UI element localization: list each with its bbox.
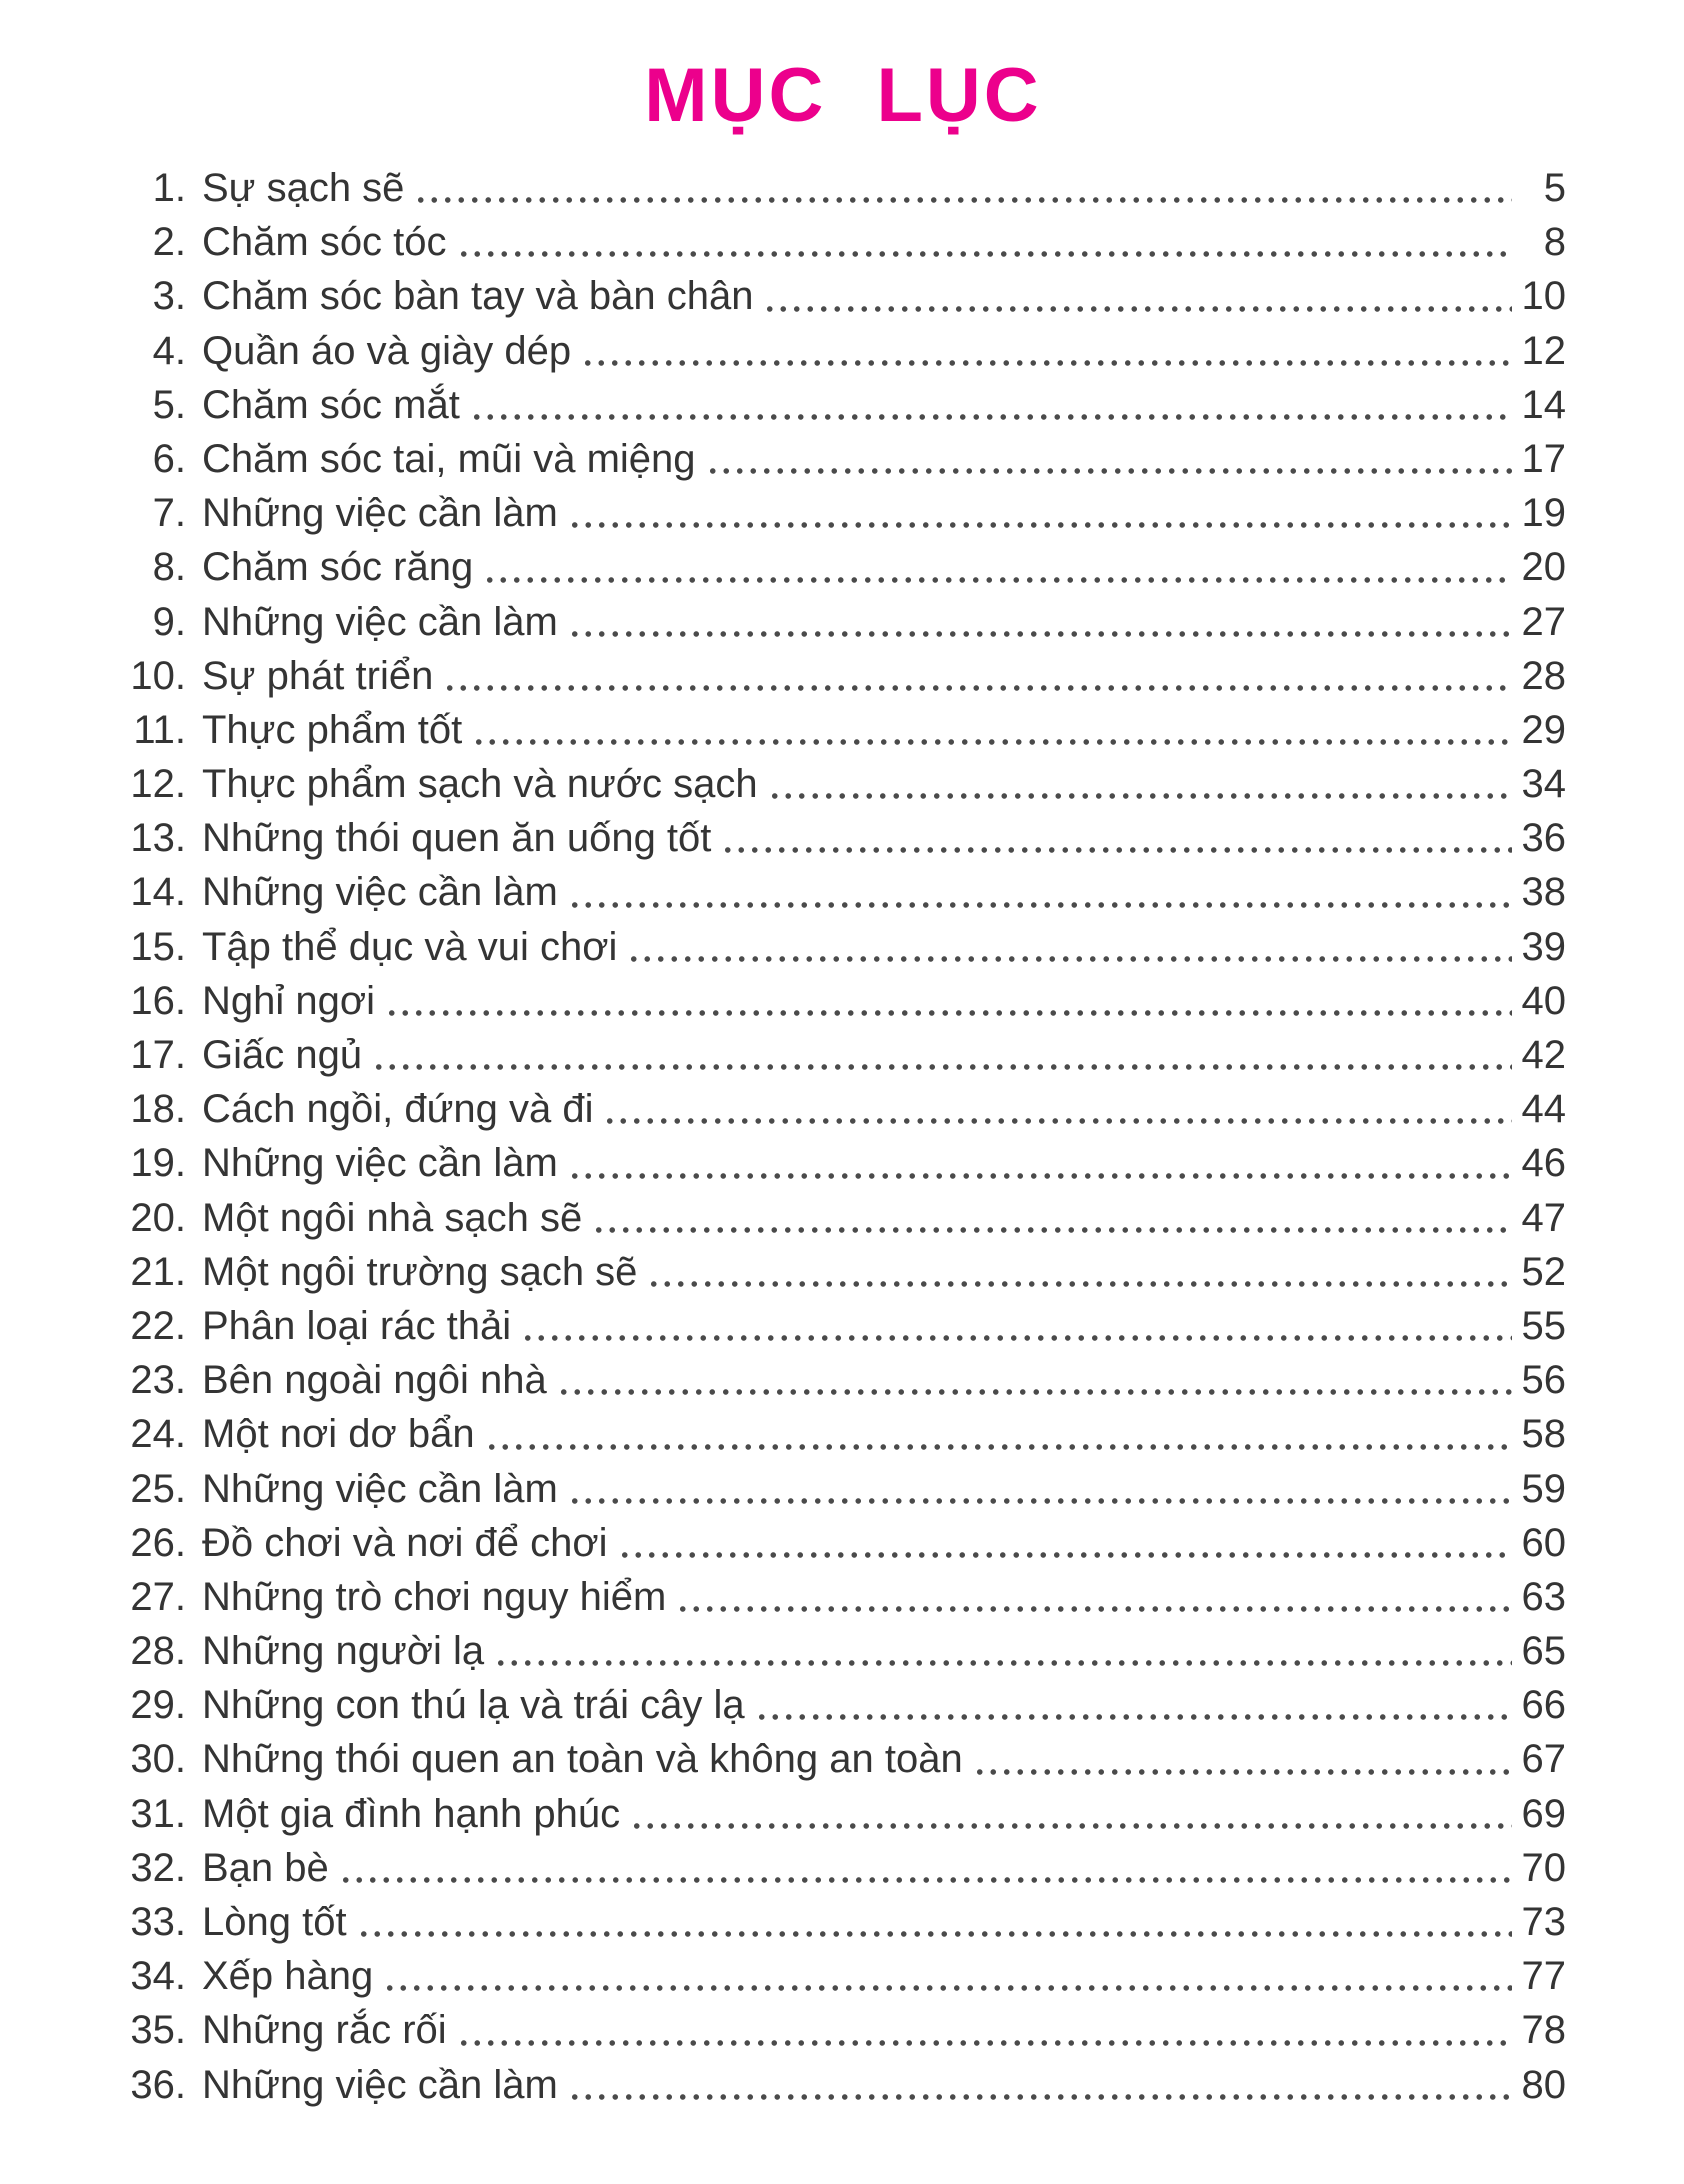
entry-page-number: 38 bbox=[1521, 870, 1566, 915]
toc-entry bbox=[120, 974, 1566, 1028]
entry-title: Nghỉ ngơi bbox=[202, 978, 375, 1023]
entry-page-number: 63 bbox=[1521, 1574, 1566, 1619]
entry-number: 29. bbox=[130, 1683, 186, 1728]
dot-leader bbox=[372, 1061, 1512, 1073]
dot-leader bbox=[470, 411, 1512, 423]
toc-entry bbox=[120, 2003, 1566, 2057]
entry-page-number: 60 bbox=[1521, 1520, 1566, 1565]
entry-number: 32. bbox=[130, 1845, 186, 1890]
entry-title: Những thói quen ăn uống tốt bbox=[202, 816, 712, 861]
entry-page-number: 40 bbox=[1521, 978, 1566, 1023]
entry-page-number: 77 bbox=[1521, 1954, 1566, 1999]
entry-page-number: 80 bbox=[1521, 2062, 1566, 2107]
entry-title: Những thói quen an toàn và không an toàn bbox=[202, 1737, 963, 1782]
entry-page-number: 29 bbox=[1521, 707, 1566, 752]
toc-list bbox=[120, 161, 1566, 2112]
dot-leader bbox=[414, 194, 1512, 206]
toc-entry bbox=[120, 757, 1566, 811]
entry-number: 34. bbox=[130, 1954, 186, 1999]
entry-number: 30. bbox=[130, 1737, 186, 1782]
entry-title: Lòng tốt bbox=[202, 1900, 347, 1944]
entry-page-number: 70 bbox=[1521, 1845, 1566, 1890]
entry-title: Thực phẩm sạch và nước sạch bbox=[202, 762, 758, 807]
entry-number: 22. bbox=[130, 1303, 186, 1348]
entry-number: 4. bbox=[152, 328, 186, 373]
toc-entry bbox=[120, 1949, 1566, 2003]
toc-entry bbox=[120, 1028, 1566, 1082]
toc-entry bbox=[120, 2058, 1566, 2112]
entry-page-number: 65 bbox=[1521, 1629, 1566, 1674]
dot-leader bbox=[630, 1820, 1512, 1832]
toc-entry bbox=[120, 269, 1566, 323]
entry-page-number: 5 bbox=[1543, 166, 1566, 210]
entry-title: Những con thú lạ và trái cây lạ bbox=[202, 1683, 745, 1728]
entry-page-number: 73 bbox=[1521, 1900, 1566, 1944]
entry-number: 9. bbox=[152, 599, 186, 644]
dot-leader bbox=[647, 1278, 1512, 1290]
entry-title: Những rắc rối bbox=[202, 2008, 447, 2053]
entry-title: Những việc cần làm bbox=[202, 1141, 558, 1186]
toc-entry bbox=[120, 1299, 1566, 1353]
dot-leader bbox=[339, 1874, 1512, 1886]
entry-page-number: 28 bbox=[1521, 653, 1566, 698]
entry-title: Một gia đình hạnh phúc bbox=[202, 1791, 621, 1836]
dot-leader bbox=[568, 519, 1512, 531]
entry-page-number: 42 bbox=[1521, 1033, 1566, 1077]
dot-leader bbox=[457, 248, 1512, 260]
entry-title: Những trò chơi nguy hiểm bbox=[202, 1574, 667, 1619]
entry-number: 17. bbox=[130, 1033, 186, 1077]
toc-entry bbox=[120, 1570, 1566, 1624]
toc-entry bbox=[120, 811, 1566, 865]
entry-title: Một nơi dơ bẩn bbox=[202, 1412, 475, 1457]
entry-page-number: 8 bbox=[1543, 220, 1566, 265]
toc-entry bbox=[120, 161, 1566, 215]
toc-entry bbox=[120, 432, 1566, 486]
entry-title: Sự sạch sẽ bbox=[202, 166, 405, 210]
entry-page-number: 69 bbox=[1521, 1791, 1566, 1836]
entry-number: 18. bbox=[130, 1087, 186, 1132]
toc-entry bbox=[120, 1136, 1566, 1190]
entry-number: 28. bbox=[130, 1629, 186, 1674]
entry-page-number: 39 bbox=[1521, 924, 1566, 969]
toc-entry bbox=[120, 486, 1566, 540]
entry-page-number: 47 bbox=[1521, 1195, 1566, 1240]
dot-leader bbox=[568, 628, 1512, 640]
entry-number: 13. bbox=[130, 816, 186, 861]
entry-number: 21. bbox=[130, 1249, 186, 1294]
dot-leader bbox=[627, 953, 1512, 965]
dot-leader bbox=[973, 1766, 1512, 1778]
entry-title: Chăm sóc mắt bbox=[202, 382, 460, 427]
dot-leader bbox=[618, 1549, 1512, 1561]
dot-leader bbox=[768, 790, 1512, 802]
dot-leader bbox=[603, 1115, 1512, 1127]
toc-entry bbox=[120, 1787, 1566, 1841]
entry-number: 33. bbox=[130, 1900, 186, 1944]
toc-entry bbox=[120, 703, 1566, 757]
entry-title: Những người lạ bbox=[202, 1629, 485, 1674]
dot-leader bbox=[721, 844, 1512, 856]
dot-leader bbox=[568, 1170, 1512, 1182]
entry-page-number: 67 bbox=[1521, 1737, 1566, 1782]
entry-number: 23. bbox=[130, 1358, 186, 1403]
entry-title: Những việc cần làm bbox=[202, 491, 558, 536]
entry-title: Chăm sóc bàn tay và bàn chân bbox=[202, 274, 754, 319]
toc-entry bbox=[120, 324, 1566, 378]
entry-page-number: 59 bbox=[1521, 1466, 1566, 1511]
entry-number: 19. bbox=[130, 1141, 186, 1186]
entry-number: 1. bbox=[152, 166, 186, 210]
dot-leader bbox=[457, 2037, 1512, 2049]
dot-leader bbox=[581, 357, 1512, 369]
toc-entry bbox=[120, 865, 1566, 919]
entry-title: Một ngôi trường sạch sẽ bbox=[202, 1249, 638, 1294]
toc-entry bbox=[120, 215, 1566, 269]
entry-title: Những việc cần làm bbox=[202, 1466, 558, 1511]
entry-title: Chăm sóc tai, mũi và miệng bbox=[202, 436, 696, 481]
entry-number: 25. bbox=[130, 1466, 186, 1511]
entry-number: 26. bbox=[130, 1520, 186, 1565]
entry-number: 15. bbox=[130, 924, 186, 969]
dot-leader bbox=[676, 1603, 1512, 1615]
toc-entry bbox=[120, 649, 1566, 703]
entry-number: 27. bbox=[130, 1574, 186, 1619]
dot-leader bbox=[472, 736, 1512, 748]
entry-number: 14. bbox=[130, 870, 186, 915]
dot-leader bbox=[383, 1982, 1512, 1994]
toc-entry bbox=[120, 540, 1566, 594]
entry-title: Một ngôi nhà sạch sẽ bbox=[202, 1195, 583, 1240]
entry-number: 10. bbox=[130, 653, 186, 698]
entry-page-number: 78 bbox=[1521, 2008, 1566, 2053]
entry-number: 7. bbox=[152, 491, 186, 536]
entry-number: 6. bbox=[152, 436, 186, 481]
dot-leader bbox=[568, 2091, 1512, 2103]
entry-number: 35. bbox=[130, 2008, 186, 2053]
entry-number: 11. bbox=[133, 707, 186, 752]
entry-number: 8. bbox=[152, 545, 186, 590]
entry-title: Những việc cần làm bbox=[202, 2062, 558, 2107]
entry-page-number: 12 bbox=[1521, 328, 1566, 373]
dot-leader bbox=[385, 1007, 1512, 1019]
entry-number: 5. bbox=[152, 382, 186, 427]
entry-page-number: 36 bbox=[1521, 816, 1566, 861]
entry-number: 20. bbox=[130, 1195, 186, 1240]
entry-page-number: 34 bbox=[1521, 762, 1566, 807]
entry-page-number: 46 bbox=[1521, 1141, 1566, 1186]
entry-number: 12. bbox=[130, 762, 186, 807]
toc-entry bbox=[120, 1624, 1566, 1678]
entry-title: Đồ chơi và nơi để chơi bbox=[202, 1520, 608, 1565]
dot-leader bbox=[568, 1495, 1512, 1507]
entry-title: Bên ngoài ngôi nhà bbox=[202, 1358, 547, 1403]
entry-number: 3. bbox=[152, 274, 186, 319]
entry-page-number: 27 bbox=[1521, 599, 1566, 644]
dot-leader bbox=[755, 1711, 1512, 1723]
toc-entry bbox=[120, 1191, 1566, 1245]
dot-leader bbox=[443, 682, 1512, 694]
entry-title: Giấc ngủ bbox=[202, 1033, 363, 1077]
toc-entry bbox=[120, 1462, 1566, 1516]
toc-entry bbox=[120, 1895, 1566, 1949]
page-title: MỤC LỤC bbox=[644, 53, 1042, 138]
entry-title: Quần áo và giày dép bbox=[202, 328, 572, 373]
entry-number: 24. bbox=[130, 1412, 186, 1457]
entry-page-number: 44 bbox=[1521, 1087, 1566, 1132]
toc-entry bbox=[120, 595, 1566, 649]
toc-entry bbox=[120, 1516, 1566, 1570]
toc-entry bbox=[120, 1082, 1566, 1136]
entry-page-number: 14 bbox=[1521, 382, 1566, 427]
entry-number: 31. bbox=[130, 1791, 186, 1836]
entry-title: Những việc cần làm bbox=[202, 599, 558, 644]
entry-title: Chăm sóc răng bbox=[202, 545, 474, 590]
entry-number: 2. bbox=[152, 220, 186, 265]
entry-page-number: 66 bbox=[1521, 1683, 1566, 1728]
entry-number: 36. bbox=[130, 2062, 186, 2107]
dot-leader bbox=[357, 1928, 1512, 1940]
entry-title: Phân loại rác thải bbox=[202, 1303, 512, 1348]
entry-page-number: 20 bbox=[1521, 545, 1566, 590]
entry-title: Chăm sóc tóc bbox=[202, 220, 447, 265]
entry-title: Sự phát triển bbox=[202, 653, 434, 698]
toc-entry bbox=[120, 1678, 1566, 1732]
entry-page-number: 17 bbox=[1521, 436, 1566, 481]
entry-page-number: 56 bbox=[1521, 1358, 1566, 1403]
toc-entry bbox=[120, 1407, 1566, 1461]
entry-title: Tập thể dục và vui chơi bbox=[202, 924, 618, 969]
entry-page-number: 52 bbox=[1521, 1249, 1566, 1294]
dot-leader bbox=[706, 465, 1512, 477]
entry-page-number: 19 bbox=[1521, 491, 1566, 536]
toc-entry bbox=[120, 1732, 1566, 1786]
entry-page-number: 10 bbox=[1521, 274, 1566, 319]
entry-title: Những việc cần làm bbox=[202, 870, 558, 915]
dot-leader bbox=[485, 1441, 1512, 1453]
dot-leader bbox=[483, 574, 1512, 586]
toc-entry bbox=[120, 1245, 1566, 1299]
entry-title: Thực phẩm tốt bbox=[202, 707, 463, 752]
toc-entry bbox=[120, 1841, 1566, 1895]
toc-entry bbox=[120, 1353, 1566, 1407]
toc-entry bbox=[120, 378, 1566, 432]
dot-leader bbox=[592, 1224, 1512, 1236]
dot-leader bbox=[521, 1332, 1512, 1344]
entry-page-number: 58 bbox=[1521, 1412, 1566, 1457]
entry-page-number: 55 bbox=[1521, 1303, 1566, 1348]
dot-leader bbox=[568, 899, 1512, 911]
dot-leader bbox=[494, 1657, 1512, 1669]
entry-number: 16. bbox=[130, 978, 186, 1023]
entry-title: Xếp hàng bbox=[202, 1954, 374, 1999]
dot-leader bbox=[557, 1386, 1512, 1398]
toc-entry bbox=[120, 920, 1566, 974]
entry-title: Cách ngồi, đứng và đi bbox=[202, 1087, 594, 1132]
entry-title: Bạn bè bbox=[202, 1845, 329, 1890]
dot-leader bbox=[763, 303, 1512, 315]
